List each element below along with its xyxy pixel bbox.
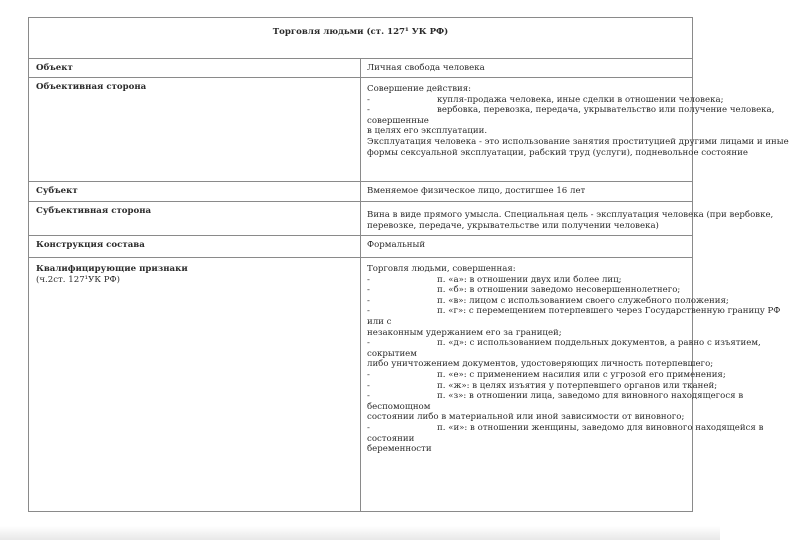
line-text: или с [367,316,392,327]
text-line [367,328,692,339]
text-line [367,317,692,328]
text-line [367,126,692,137]
list-dash: - [367,391,370,402]
text-line [367,391,744,402]
table-row [29,78,693,182]
text-line [367,275,692,286]
line-text: незаконным удержанием его за границей; [367,327,562,338]
line-text: беспомощном [367,401,431,412]
text-line [367,295,729,307]
line-text: вербовка, перевозка, передача, укрывательство или получение человека, [437,105,775,116]
crime-table [28,17,789,512]
text-line [367,105,775,116]
line-text: п. «и»: в отношении женщины, заведомо для виновного находящейся в [437,422,764,433]
line-text: совершенные [367,115,429,126]
text-line [367,422,764,434]
text-line [367,285,692,296]
line-text: п. «г»: с перемещением потерпевшего через Государственную границу РФ [437,306,781,317]
row-value-qualifying [361,258,781,455]
document-page [28,17,789,512]
row-value-subject: Вменяемое физическое лицо, достигшее 16 лет [367,186,586,196]
line-text: Торговля людьми, совершенная: [367,264,516,274]
list-dash: - [367,369,370,380]
list-dash: - [367,306,370,317]
line-text: купля-продажа человека, иные сделки в отношении человека; [437,94,724,105]
line-text: либо уничтожением документов, удостоверяющих личность потерпевшего; [367,359,714,370]
row-sublabel-qualifying: (ч.2ст. 127¹УК РФ) [36,274,120,285]
list-dash: - [367,380,370,391]
list-dash: - [367,422,370,433]
text-line [367,369,726,381]
row-value-object: Личная свобода человека [367,63,485,73]
table-row [29,182,693,202]
text-line [367,338,761,349]
line-text: сокрытием [367,348,417,359]
line-text: п. «б»: в отношении заведомо несовершеннолетнего; [437,285,681,296]
table-row [29,202,693,236]
line-text: Совершение действия: [367,84,472,94]
text-line [367,359,714,370]
line-text: состоянии [367,433,415,444]
table-row [29,59,693,78]
text-line [367,412,692,423]
line-text: формы сексуальной эксплуатации, рабский труд (услуги), подневольное состояние [367,147,748,158]
line-text: п. «ж»: в целях изъятия у потерпевшего органов или тканей; [437,380,718,391]
text-line [367,349,692,360]
row-label-subjective-side: Субъективная сторона [36,206,152,216]
text-line [367,444,692,455]
table-row [29,236,693,258]
text-line: Вина в виде прямого умысла. Специальная цель - эксплуатация человека (при вербовке, [367,210,774,220]
row-label-subject: Субъект [36,186,78,196]
list-dash: - [367,295,370,306]
list-dash: - [367,285,370,296]
line-text: п. «з»: в отношении лица, заведомо для виновного находящегося в [437,391,744,402]
text-line [367,402,692,413]
text-line [367,84,692,95]
line-text: п. «д»: с использованием поддельных документов, а равно с изъятием, [437,338,761,349]
text-line [367,264,692,275]
text-line [367,136,789,148]
line-text: п. «а»: в отношении двух или более лиц; [437,274,622,285]
row-label-qualifying: Квалифицирующие признаки [36,264,188,274]
table-title: Торговля людьми (ст. 127¹ УК РФ) [29,18,693,59]
text-line [367,380,718,392]
text-line [367,147,748,159]
line-text: п. «е»: с применением насилия или с угрозой его применения; [437,369,726,380]
page-shadow [0,526,720,540]
list-dash: - [367,105,370,116]
row-value-construction: Формальный [367,240,426,250]
table-row [29,258,693,512]
line-text: беременности [367,444,432,455]
text-line: перевозке, передаче, укрывательстве или получении человека) [367,220,659,231]
text-line [367,434,692,445]
line-text: п. «в»: лицом с использованием своего служебного положения; [437,295,729,306]
line-text: в целях его эксплуатации. [367,126,488,137]
list-dash: - [367,94,370,105]
row-label-construction: Конструкция состава [36,240,145,250]
text-line [367,94,724,106]
list-dash: - [367,274,370,285]
title-row [29,18,693,59]
list-dash: - [367,338,370,349]
row-label-objective-side: Объективная сторона [36,82,147,92]
row-value-subjective-side [361,202,774,231]
row-value-objective-side [361,78,789,158]
line-text: Эксплуатация человека - это использование занятия проституцией другими лицами и иные [367,136,789,147]
row-label-object: Объект [36,63,73,73]
line-text: состоянии либо в материальной или иной зависимости от виновного; [367,412,685,423]
text-line [367,116,692,127]
text-line [367,306,781,317]
